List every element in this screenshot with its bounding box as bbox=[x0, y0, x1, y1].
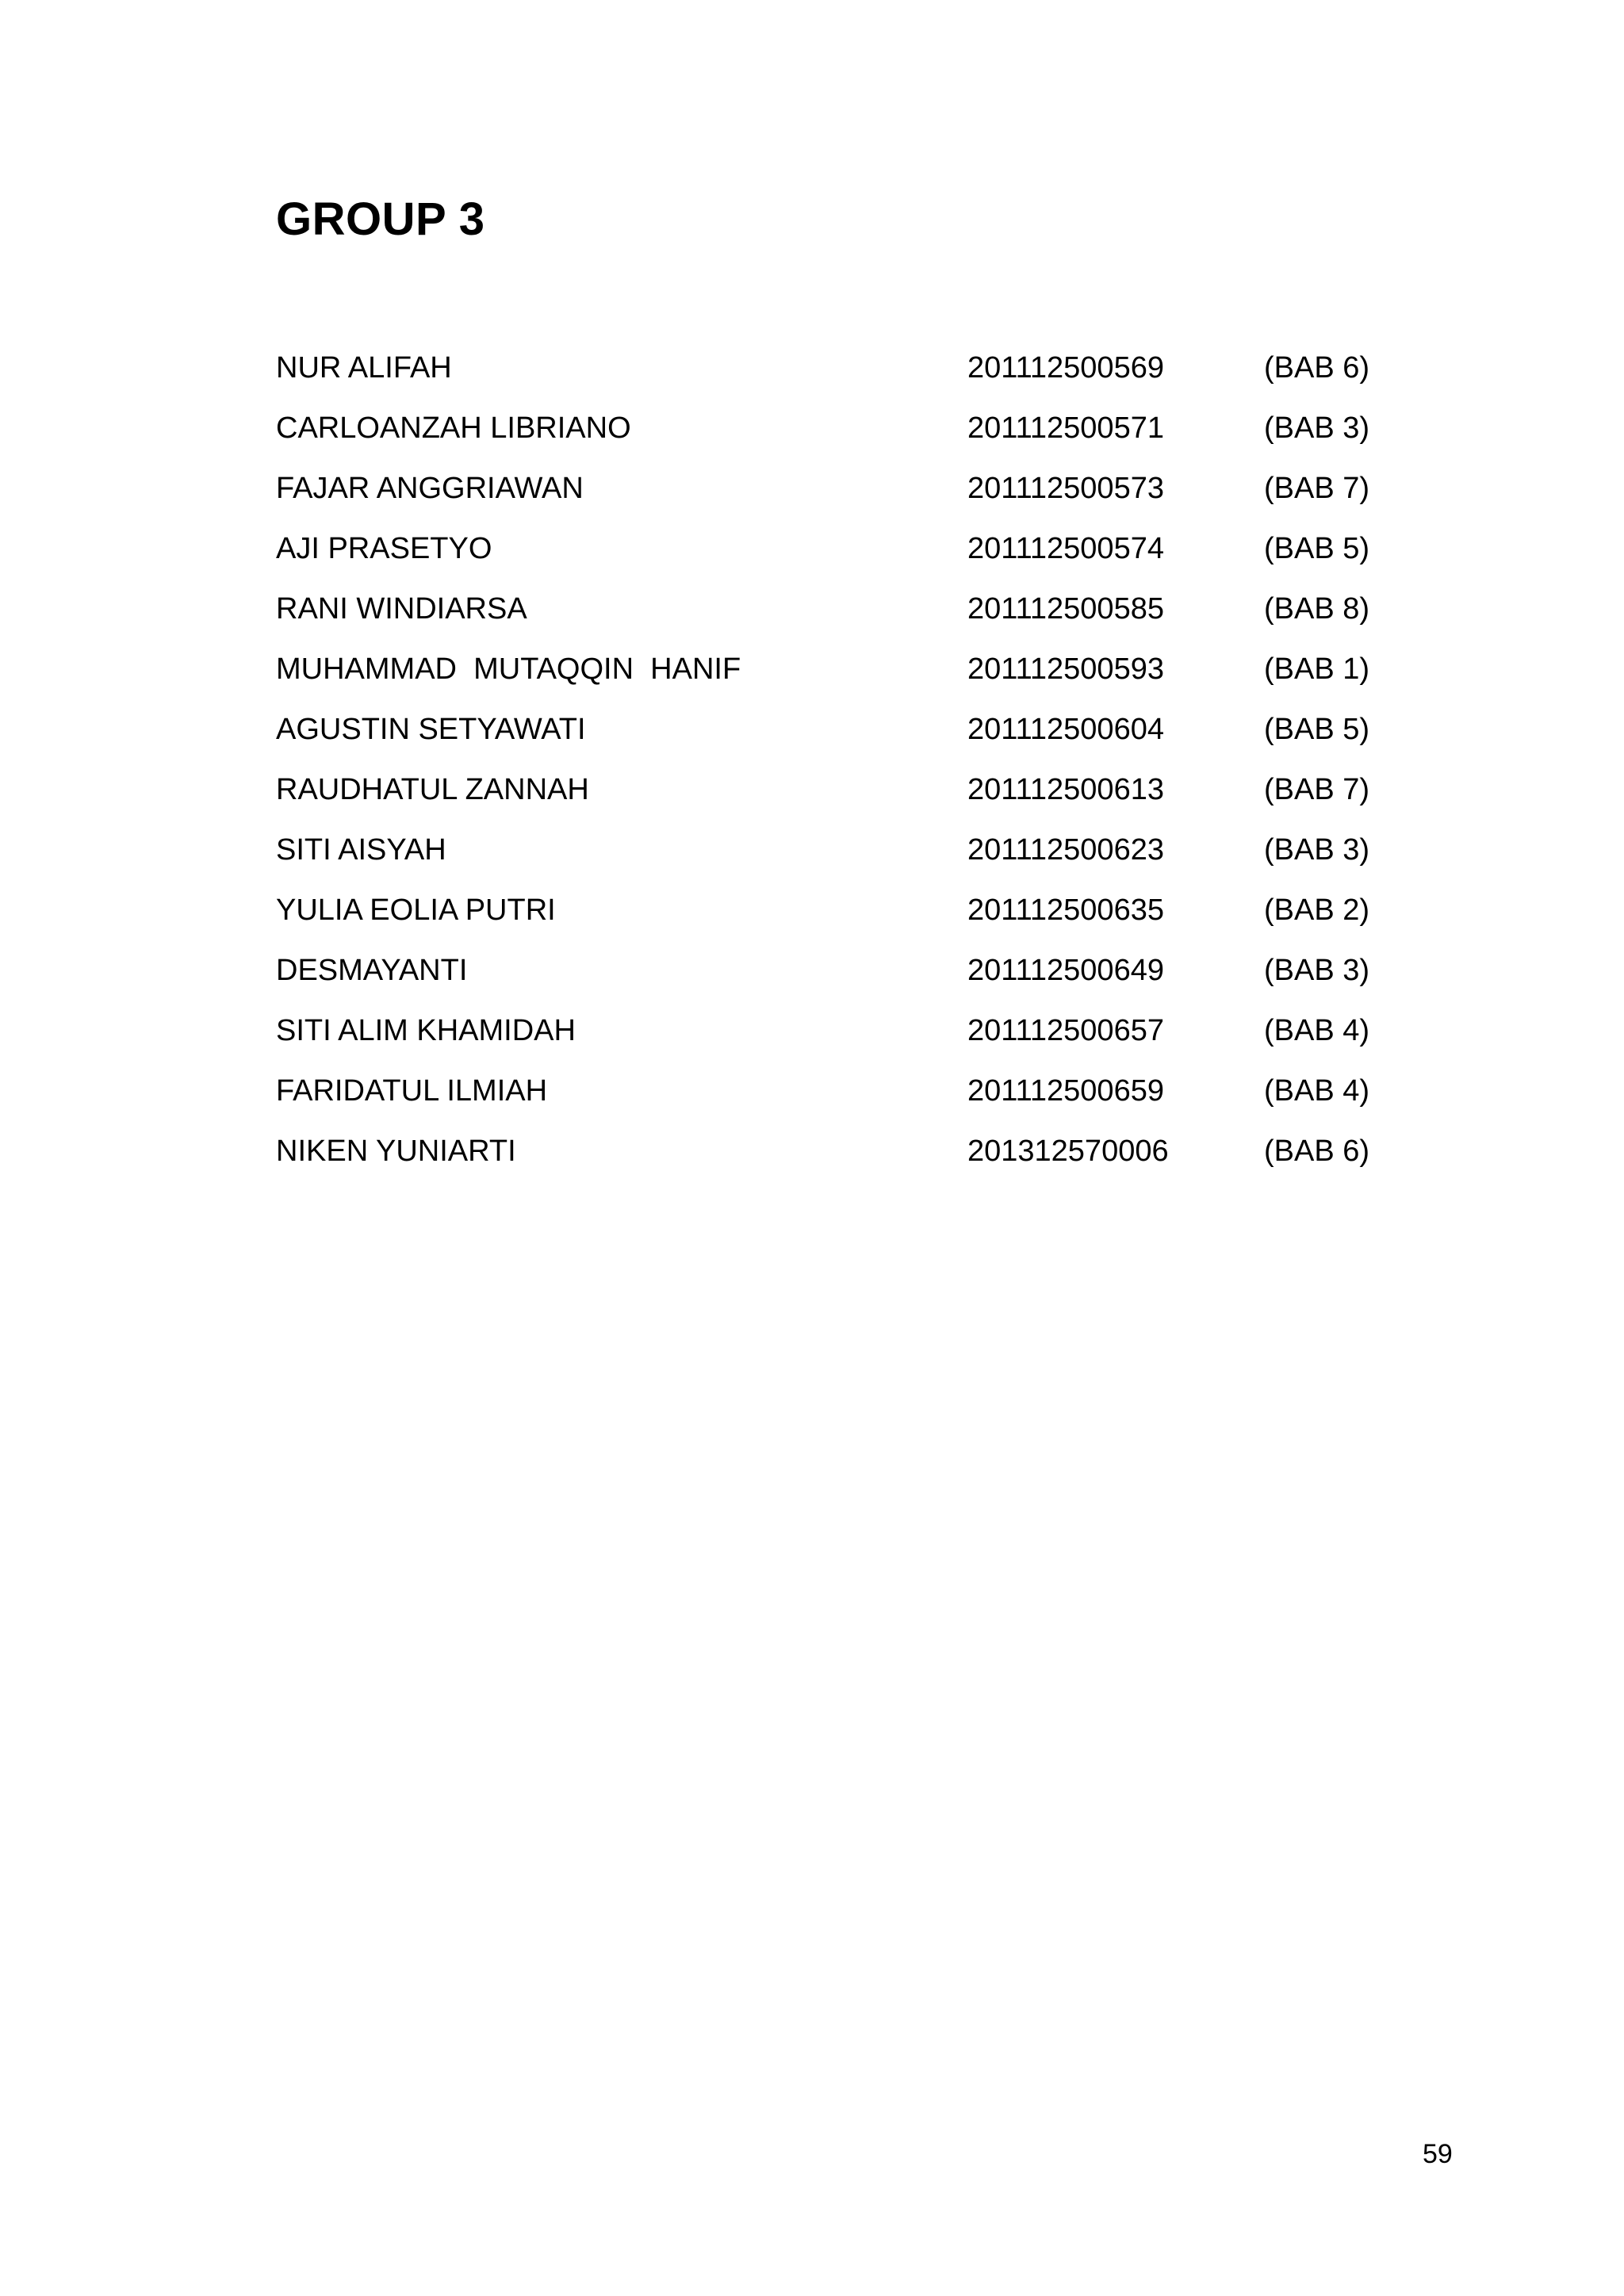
member-nim: 201112500574 bbox=[967, 532, 1164, 565]
member-nim: 201112500593 bbox=[967, 652, 1164, 686]
member-name: FARIDATUL ILMIAH bbox=[276, 1074, 548, 1108]
member-bab: (BAB 1) bbox=[1264, 652, 1370, 686]
member-bab: (BAB 5) bbox=[1264, 532, 1370, 565]
member-nim: 201112500649 bbox=[967, 954, 1164, 987]
member-name: NUR ALIFAH bbox=[276, 351, 452, 385]
member-nim: 201112500573 bbox=[967, 472, 1164, 505]
list-item bbox=[276, 406, 1386, 466]
member-bab: (BAB 3) bbox=[1264, 833, 1370, 867]
member-bab: (BAB 7) bbox=[1264, 472, 1370, 505]
member-name: DESMAYANTI bbox=[276, 954, 468, 987]
member-name: FAJAR ANGGRIAWAN bbox=[276, 472, 584, 505]
list-item bbox=[276, 346, 1386, 406]
member-name: AGUSTIN SETYAWATI bbox=[276, 713, 586, 746]
list-item bbox=[276, 647, 1386, 707]
member-nim: 201112500635 bbox=[967, 894, 1164, 927]
list-item bbox=[276, 1069, 1386, 1129]
list-item bbox=[276, 888, 1386, 948]
member-nim: 201112500623 bbox=[967, 833, 1164, 867]
member-name: YULIA EOLIA PUTRI bbox=[276, 894, 556, 927]
list-item bbox=[276, 466, 1386, 526]
member-bab: (BAB 6) bbox=[1264, 1135, 1370, 1168]
member-nim: 201112500585 bbox=[967, 592, 1164, 626]
member-name: NIKEN YUNIARTI bbox=[276, 1135, 516, 1168]
member-bab: (BAB 3) bbox=[1264, 411, 1370, 445]
member-name: AJI PRASETYO bbox=[276, 532, 492, 565]
list-item bbox=[276, 707, 1386, 767]
page-number: 59 bbox=[1423, 2139, 1453, 2169]
member-bab: (BAB 4) bbox=[1264, 1074, 1370, 1108]
member-bab: (BAB 4) bbox=[1264, 1014, 1370, 1047]
list-item bbox=[276, 587, 1386, 647]
member-name: RANI WINDIARSA bbox=[276, 592, 527, 626]
member-nim: 201112500657 bbox=[967, 1014, 1164, 1047]
page-title: GROUP 3 bbox=[276, 193, 485, 245]
list-item bbox=[276, 1129, 1386, 1189]
member-bab: (BAB 3) bbox=[1264, 954, 1370, 987]
member-bab: (BAB 7) bbox=[1264, 773, 1370, 806]
list-item bbox=[276, 1008, 1386, 1069]
member-name: CARLOANZAH LIBRIANO bbox=[276, 411, 631, 445]
member-nim: 201112500569 bbox=[967, 351, 1164, 385]
list-item bbox=[276, 948, 1386, 1008]
list-item bbox=[276, 828, 1386, 888]
member-bab: (BAB 2) bbox=[1264, 894, 1370, 927]
member-nim: 201112500604 bbox=[967, 713, 1164, 746]
member-nim: 201112500571 bbox=[967, 411, 1164, 445]
list-item bbox=[276, 767, 1386, 828]
member-nim: 201112500613 bbox=[967, 773, 1164, 806]
member-name: SITI ALIM KHAMIDAH bbox=[276, 1014, 576, 1047]
member-name: MUHAMMAD MUTAQQIN HANIF bbox=[276, 652, 741, 686]
member-name: RAUDHATUL ZANNAH bbox=[276, 773, 589, 806]
member-bab: (BAB 5) bbox=[1264, 713, 1370, 746]
member-nim: 201312570006 bbox=[967, 1135, 1169, 1168]
list-item bbox=[276, 526, 1386, 587]
member-name: SITI AISYAH bbox=[276, 833, 446, 867]
member-bab: (BAB 6) bbox=[1264, 351, 1370, 385]
member-bab: (BAB 8) bbox=[1264, 592, 1370, 626]
member-list bbox=[276, 346, 1386, 1189]
member-nim: 201112500659 bbox=[967, 1074, 1164, 1108]
